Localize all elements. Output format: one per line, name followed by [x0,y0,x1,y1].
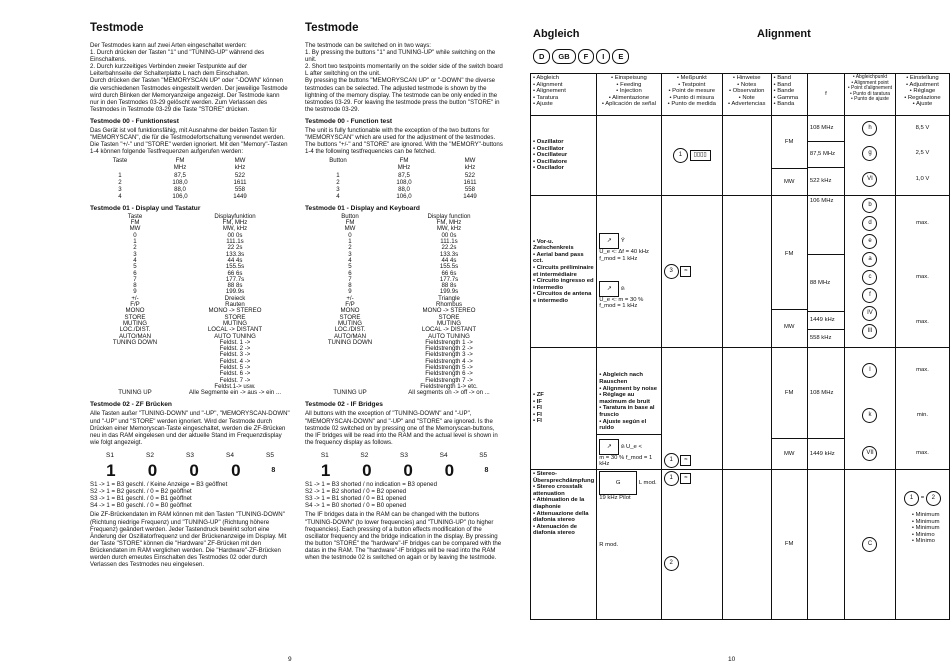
generator-icon: ↗ [599,281,619,297]
list-item: • Attenuazione della diafonia stereo [533,510,589,524]
list-item: • Minimo [911,531,935,538]
list-item: • Alignment point [851,79,889,86]
list-item: • Observation [728,88,765,95]
intro-text: The testmode can be switched on in two ways: 1. By pressing the buttons "1" and TUNING-UP" while switching on the unit. 2. Short two testpoints momentarily on the solder side of the switch board L after switching on the unit. By pressing the buttons "MEMORYSCAN UP" or "-DOWN" the diverse testmodes can be selected. The adjusted testmode is shown by the lightning of the memory display. The testmode can be only ended in the testmodes 03-29. For leaving the testmode press the button "STORE" in the testmode 03-29. [305,42,503,113]
list-item: • Punto di taratura [849,90,891,97]
table-row [531,196,950,348]
table-cell: 1 [348,238,352,246]
freq-table: Button FM MHz MW kHz 1 87,5 522 2 108,0 1611 3 88,0 558 4 106,0 1449 [329,157,477,200]
column-header: Display function [427,212,471,220]
list-item: • Band [773,75,791,81]
table-cell: 2 [348,244,352,252]
table-cell: 5 [348,263,352,271]
pre-points: b d e a c f IV III [845,196,896,348]
list-item: • Réglage [909,88,936,95]
table-cell: 44 4s [227,256,243,264]
table-cell: 66 6s [441,269,457,277]
table-cell: 177.7s [439,275,459,283]
list-item: • Testpoint [678,81,706,88]
table-cell: 5 [133,263,137,271]
section-title: Testmode 02 - ZF Brücken [90,401,172,409]
table-cell: 2 [133,244,137,252]
table-cell: Feldst. 4 -> [219,357,251,365]
table-cell: 4 [348,256,352,264]
header-adjustment [895,74,949,116]
table-cell: Feldst. 5 -> [219,364,251,371]
table-row [531,348,950,470]
list-item: • Vor-u. Zwischenkreis [533,238,574,252]
list-item: • Minimum [911,512,940,518]
table-cell: 4 [133,256,137,264]
table-cell: Fieldstrength 2 -> [425,345,473,353]
table-cell: LOC./DIST. [119,326,151,334]
table-cell: STORE [438,313,460,321]
list-item: • Alimentazione [608,94,650,101]
list-item: • Einspeisung [611,75,647,81]
list-item: • FI [533,405,542,412]
header-f: f [807,74,844,116]
table-cell: MW, kHz [436,225,462,233]
table-cell: FM, MHz [222,219,248,227]
table-cell: AUTO/MAN [333,332,367,340]
table-cell: TUNING UP [333,389,367,397]
table-cell: LOCAL -> DISTANT [207,326,263,334]
header-band [771,74,807,116]
segment-labels: S1 S2 S3 S4 S5 [106,451,274,459]
header-testpoint [661,74,722,116]
table-cell: Feldst. 6 -> [219,370,251,378]
table-cell: 155.5s [225,263,245,271]
table-cell: FM [130,219,140,227]
header-alignment-point [845,74,896,116]
table-cell: MONO -> STEREO [422,307,476,315]
header-notes [722,74,771,116]
freq-table: Taste FM MHz MW kHz 1 87,5 522 2 108,0 1611 3 88,0 558 4 106,0 1449 [112,157,247,200]
table-cell: 0 [133,231,137,239]
stereo-adjust: 1 = 2 • Minimum • Minimum • Minimum • Minimo • Mínimo [895,470,949,620]
section-text: Das Gerät ist voll funktionsfähig, mit Ausnahme der beiden Tasten für "MEMORYSCAN", die für die Testmodefortschaltung verwendet werden. Die Tasten "+/-" und "STORE" werden ignoriert. Mit den "Memory"-Tasten 1-4 können folgende Testfrequenzen aufgerufen werden: [90,126,288,156]
list-item: • Injection [616,88,642,95]
list-item: • Alignment [533,81,563,88]
column-header: Taste [127,212,143,220]
table-cell: All segments on -> off -> on ... [408,389,490,397]
osc-band: FM MW [771,116,807,196]
table-cell: 8 [348,282,352,290]
antenna-icon: ⍝ [620,285,625,292]
table-cell: 44 4s [441,256,457,264]
list-item: • Ajuste [912,101,933,108]
alignment-table [530,73,950,620]
table-cell: 7 [133,275,137,283]
list-item: • Alignment by noise [599,385,658,392]
generator-icon: ↗ [599,439,619,455]
table-cell: 111.1s [226,238,244,246]
table-cell: 3 [348,250,352,258]
segment-display: 1 0 0 0 8 [106,461,276,481]
list-item: • Punto de medida [667,101,716,108]
table-cell: MONO -> STEREO [208,307,262,315]
section-text: Alle Tasten außer "TUNING-DOWN" und "-UP", "MEMORYSCAN-DOWN" und "-UP" und "STORE" werden ignoriert. Wird der Testmode durch Drücken einer Memoryscan-Taste eingeschaltet, werden die ZF-Brücken neu in das RAM eingelesen und der aktuelle Stand im Frequenzdisplay wie folgt angezeigt. [90,410,290,446]
pre-freq: 106 MHz 88 MHz 1449 kHz 558 kHz [807,196,844,348]
table-cell: TUNING DOWN [112,338,158,346]
table-cell: Feldst.1-> usw. [214,382,256,390]
table-cell: 66 6s [227,269,243,277]
table-cell: 199.9s [225,288,245,296]
table-cell: Dreieck [224,294,246,302]
lang-badge: D [533,49,550,64]
pre-feeding: ↗ Ÿ U_e <: Δf = 40 kHz f_mod = 1 kHz ↗ ⍝ U_e <: m = 30 % f_mod = 1 kHz [597,196,661,348]
list-item: • Notes [737,81,757,88]
section-text: Die ZF-Brückendaten im RAM können mit den Tasten "TUNING-DOWN" (Richtung niedrige Frequenz) und "TUNING-UP" (Richtung höhere Frequenz) geändert werden. Jeder Tastendruck bewirkt sofort eine Änderung der Oszillatorfrequenz und der Brückenanzeige im Display. Mit der Taste "STORE" können die "Hardware" ZF-Brücken mit den Brückendaten im RAM verglichen werden. Die "Hardware"-ZF-Brücken werden durch erneutes Einschalten des Testmodes 02 oder durch Verlassen des Testmodes neu eingelesen. [90,511,287,569]
list-item: • Point de mesure [668,88,716,95]
stereo-point: C [845,470,896,620]
stereo-generator-icon: G [599,471,637,495]
list-item: • Oscilador [533,165,564,172]
pre-adjust: max. max. max. [895,196,949,348]
table-cell: 133.3s [439,250,459,258]
lang-badge: E [612,49,629,64]
section-text: The unit is fully functionable with the exception of the two buttons for "MEMORYSCAN" which are used for the adjustment of the testmodes. The buttons "+/-" and "STORE" are ignored. With the "MEMORY"-buttons 1-4 the following testfrequencies can be fetched. [305,126,503,156]
table-cell: Fieldstrength 3 -> [425,351,473,359]
table-cell: MUTING [337,319,363,327]
list-item: • Bande [773,88,795,95]
table-cell: 22.2s [441,244,457,252]
stereo-label [531,470,597,620]
page-number: 9 [288,656,292,663]
table-cell: Feldst. 1 -> [219,338,251,346]
stereo-feeding: G L mod. 19 kHz Pilot R mod. [597,470,661,620]
segment-labels: S1 S2 S3 S4 S5 [320,451,488,459]
if-label [531,348,597,470]
list-item: • Gamma [773,94,799,101]
list-item: • Feeding [616,81,642,88]
table-cell: Rhombus [435,301,463,309]
table-cell: 0 [348,231,352,239]
list-item: • Circuits préliminaire et intermédiaire [533,264,594,278]
table-row [531,470,950,620]
table-cell: MW [129,225,141,233]
header-feeding [597,74,661,116]
list-item: • Point d'alignement [847,85,893,92]
table-cell: TUNING DOWN [327,338,373,346]
if-band: FM MW [771,348,807,470]
table-cell: 9 [133,288,137,296]
column-header: Button [341,212,359,220]
table-cell: 8 [133,282,137,290]
table-cell: F/P [345,301,355,309]
list-item: • FI [533,418,542,425]
osc-adjust: 8,5 V 2,5 V 1,0 V [895,116,949,196]
table-cell: 22 2s [227,244,243,252]
section-title: Testmode 01 - Display und Tastatur [90,204,201,212]
list-item: • IF [533,398,542,405]
list-item: • Alignement [533,88,566,95]
list-item: • Abgleich [533,75,559,81]
table-cell: Feldst. 3 -> [219,351,251,359]
stereo-band: FM [771,470,807,620]
generator-icon: ↗ [599,233,619,249]
meter-icon: ≈ [680,473,691,484]
list-item: • Punto di misura [669,94,715,101]
lang-badge: F [578,49,595,64]
table-cell: 133.3s [225,250,245,258]
list-item: • Atténuation de la diaphonie [533,497,585,510]
list-item: • Réglage au maximum de bruit [599,392,650,405]
segment-display: 1 0 0 0 8 [320,461,489,481]
table-cell: 111.1s [440,238,458,246]
table-cell: Fieldstrength 6 -> [425,370,473,378]
section-text: All buttons with the exception of "TUNING-DOWN" and "-UP", "MEMORYSCAN-DOWN" and "-UP" and "STORE" are ignored. Is the testmode 02 switched on by pressing one of the Memoryscan-buttons, the IF bridges will be read into the RAM and the actual level is shown in the frequency display as follows. [305,410,498,446]
list-item: • Advertencias [728,101,766,108]
table-cell: Fieldstrength 5 -> [425,364,473,371]
if-testpoint: 1 ≈ [661,348,722,470]
list-item: • Note [738,94,755,101]
intro-text: Der Testmodes kann auf zwei Arten eingeschaltet werden: 1. Durch drücken der Tasten "1" und "TUNING-UP" während des Einschaltens. 2. Durch kurzzeitiges Verbinden zweier Testpunkte auf der Leiterbahnseite der Schalterplatte L nach dem Einschalten. Durch drücken der Tasten "MEMORYSCAN UP" oder "-DOWN" können die verschiedenen Testmodes eingestellt werden. Der jeweilige Testmode wird durch Blinken der Memoryanzeige angezeigt. Der Testmode kann nur in den Testmodes 03-29 gelöscht werden. Zum Verlassen des Testmodes in Testmode 03-29 die Taste "STORE" drücken. [90,42,288,113]
english-column [305,22,503,563]
list-item: • Oscillator [533,145,564,152]
list-item: • Minimum [911,525,940,532]
list-item: • Band [773,81,791,88]
table-cell: 199.9s [439,288,459,296]
table-cell: AUTO/MAN [118,332,152,340]
table-cell: 88 8s [227,282,243,290]
table-cell: Triangle [438,294,460,302]
section-text: The IF bridges data in the RAM can be changed with the buttons "TUNING-DOWN" (to lower frequencies) and "TUNING-UP" (to higher frequencies). Each pressing of a button effects modification of the oscillator frequency and the bridge indication in the display. By pressing the button "STORE" the "hardware"-IF bridges can be compared with the datas in the RAM. The "hardware"-IF bridges will be read into the RAM when the testmode 02 is switched on again or by leaving the testmode. [305,511,502,561]
table-cell: Alle Segmente ein -> aus -> ein ... [188,389,282,397]
table-cell: MONO [125,307,145,315]
if-noise-note [597,370,660,434]
section-title: Testmode 02 - IF Bridges [305,401,383,409]
list-item: • Einstellung [906,75,939,81]
table-cell: F/P [130,301,140,309]
list-item: • Atenuación de diafonía stereo [533,523,578,537]
antenna-icon: ⍝ [620,443,625,450]
bridge-list: S1 -> 1 = B3 geschl. / Keine Anzeige = B3 geöffnet S2 -> 1 = B2 geschl. / 0 = B2 geöffnet S3 -> 1 = B1 geschl. / 0 = B1 geöffnet S4 -> 1 = B0 geschl. / 0 = B0 geöffnet [90,481,228,510]
table-cell: MW [344,225,356,233]
table-cell: LOCAL -> DISTANT [421,326,477,334]
osc-testpoint: 1 ▯▯▯▯ [661,116,722,196]
section-title: Testmode 00 - Function test [305,117,393,125]
table-cell: MW, kHz [222,225,248,233]
pre-band: FM MW [771,196,807,348]
if-adjust: max. min. max. [895,348,949,470]
alignment-title-en: Alignment [757,28,811,40]
table-cell: 6 [133,269,137,277]
list-item: • FI [533,411,542,418]
table-cell: Feldst. 7 -> [219,376,251,384]
list-item: • Stereo crosstalk attenuation [533,484,583,497]
table-row [531,116,950,196]
list-item: • Circuito ingresso ed intermedio [533,278,594,291]
list-item: • ZF [533,392,544,399]
pre-testpoint: 3 ≈ [661,196,722,348]
table-cell: Rauten [225,301,245,309]
if-feeding: • Abgleich nach Rauschen • Alignment by noise • Réglage au maximum de bruit • Taratura in base al fruscio • Ajuste según el ruido ↗ ⍝ U_e < m = 30 % f_mod = 1 kHz [597,348,661,470]
oscillator-label [531,116,597,196]
list-item: • Meßpunkt [676,75,707,81]
table-cell: Fieldstrength 1 -> [425,338,473,346]
table-cell: AUTO TUNING [428,332,470,340]
list-item: • Stereo-Übersprechdämpfung [533,471,595,484]
page-title: Testmode [305,22,359,34]
list-item: • Aerial band pass cct. [533,251,584,265]
antenna-icon: Ÿ [620,238,625,245]
bridge-list: S1 -> 1 = B3 shorted / no indication = B3 opened S2 -> 1 = B2 shorted / 0 = B2 opened S3 -> 1 = B1 shorted / 0 = B1 opened S4 -> 1 = B0 shorted / 0 = B0 opened [305,481,437,510]
page-title: Testmode [90,22,144,34]
column-header: Displayfunktion [214,212,256,220]
header-alignment [531,74,597,116]
list-item: • Oscillatore [533,158,568,165]
table-cell: +/- [131,294,139,302]
table-cell: FM, MHz [436,219,462,227]
list-item: • Minimum [911,518,940,525]
table-cell: 7 [348,275,352,283]
table-cell: 9 [348,288,352,296]
list-item: • Oscillateur [533,152,568,159]
table-cell: LOC./DIST. [334,326,366,334]
table-cell: MONO [340,307,360,315]
table-cell: STORE [124,313,146,321]
list-item: • Adjustment [906,81,939,88]
table-cell: AUTO TUNING [214,332,256,340]
display-table [90,214,290,397]
list-item: • Mínimo [911,538,935,545]
list-item: • Taratura [533,94,559,101]
table-cell: Feldst. 2 -> [219,345,251,353]
table-cell: 1 [133,238,137,246]
stereo-testpoints: 1 ≈ 2 [661,470,722,620]
alignment-title-de: Abgleich [533,28,580,40]
table-cell: 00 0s [441,231,457,239]
list-item: • Banda [773,101,795,108]
table-cell: TUNING UP [118,389,152,397]
list-item: • Aplicación de señal [601,101,656,108]
table-header [531,74,950,116]
table-cell: MUTING [436,319,462,327]
table-cell: 88 8s [441,282,457,290]
section-title: Testmode 00 - Funktionstest [90,117,179,125]
list-item: • Hinweise [732,75,761,81]
meter-icon: ≈ [680,455,691,466]
list-item: • Abgleich nach Rauschen [599,372,643,386]
list-item: • Oszillator [533,139,564,146]
table-cell: MUTING [122,319,148,327]
display-table [305,214,503,397]
table-cell: 3 [133,250,137,258]
precircuit-label [531,196,597,348]
list-item: • Ajuste [533,101,553,108]
connector-icon: ▯▯▯▯ [690,150,711,161]
table-cell: 00 0s [227,231,243,239]
lang-badge: I [596,49,610,64]
osc-points: h g VI [845,116,896,196]
table-cell: Fieldstrength 7 -> [425,376,473,384]
osc-freq: 108 MHz 87,5 MHz 522 kHz [807,116,844,196]
meter-icon: ≈ [680,266,691,277]
table-cell: STORE [224,313,246,321]
section-title: Testmode 01 - Display and Keyboard [305,204,420,212]
table-cell: MUTING [222,319,248,327]
lang-badge: GB [552,49,575,64]
table-cell: 155.5s [439,263,459,271]
if-freq: 108 MHz 1449 kHz [807,348,844,470]
language-badges [533,49,629,64]
table-cell: 6 [348,269,352,277]
list-item: • Abgleichpunkt [852,74,888,80]
list-item: • Taratura in base al fruscio [599,405,655,419]
table-cell: Fieldstrength 4 -> [425,357,473,365]
table-cell: 177.7s [225,275,245,283]
table-cell: +/- [346,294,354,302]
list-item: • Circuitos de antena e intermedio [533,291,592,304]
page-number: 10 [728,656,736,663]
list-item: • Regolazione [904,94,941,101]
list-item: • Ajuste según el ruido [599,418,647,432]
table-cell: FM [345,219,355,227]
table-cell: Fieldstrength 1-> etc. [420,382,478,390]
if-points: I k VII [845,348,896,470]
table-cell: STORE [339,313,361,321]
german-column [90,22,290,570]
list-item: • Punto de ajuste [851,96,889,103]
